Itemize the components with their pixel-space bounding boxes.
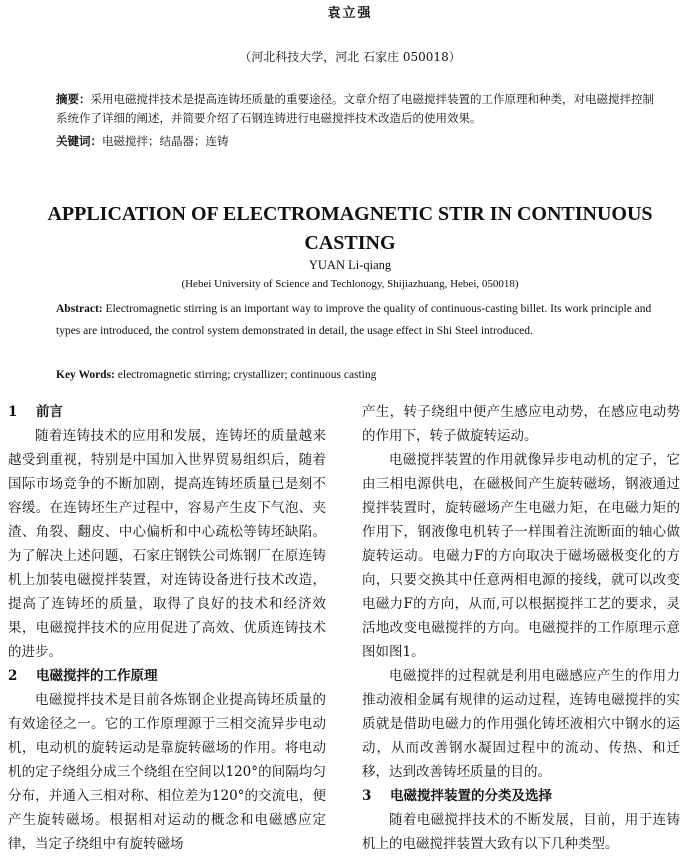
author-name-en: YUAN Li-qiang	[308, 258, 392, 272]
section-1-number: 1	[8, 404, 18, 420]
author-name-cn: 袁立强	[327, 6, 373, 21]
keywords-label-cn: 关键词：	[56, 134, 102, 148]
section-3-number: 3	[362, 788, 372, 804]
section-1-heading	[8, 400, 326, 424]
working-principle-paragraph: 电磁搅拌装置的作用就像异步电动机的定子，它由三相电源供电，在磁极间产生旋转磁场，钢液通过搅拌装置时，旋转磁场产生电磁力矩，在电磁力矩的作用下，钢液像电机转子一样围着注流断面的轴心做旋转运动。电磁力F的方向取决于磁场磁极变化的方向，只要交换其中任意两相电源的接线，就可以改变电磁力F的方向，从而,可以根据搅拌工艺的要求，灵活地改变电磁搅拌的方向。电磁搅拌的工作原理示意图如图1。	[362, 452, 680, 660]
continued-paragraph: 产生，转子绕组中便产生感应电动势，在感应电动势的作用下，转子做旋转运动。	[362, 404, 680, 444]
abstract-label-en: Abstract:	[56, 303, 103, 315]
affiliation-cn: （河北科技大学，河北 石家庄 050018）	[239, 50, 461, 64]
abstract-en	[56, 298, 656, 342]
section-1-paragraph: 随着连铸技术的应用和发展，连铸坯的质量越来越受到重视，特别是中国加入世界贸易组织后，随着国际市场竞争的不断加剧，提高连铸坯质量已是刻不容缓。在连铸坯生产过程中，容易产生皮下气泡、夹渣、角裂、翻皮、中心偏析和中心疏松等铸坯缺陷。为了解决上述问题，石家庄钢铁公司炼钢厂在原连铸机上加装电磁搅拌装置，对连铸设备进行技术改造，提高了连铸坯的质量，取得了良好的技术和经济效果，电磁搅拌技术的应用促进了高效、优质连铸技术的进步。	[8, 428, 326, 660]
section-1-title: 前言	[36, 404, 63, 420]
affiliation-en: (Hebei University of Science and Techlonogy, Shijiazhuang, Hebei, 050018)	[181, 278, 519, 290]
stirring-process-paragraph: 电磁搅拌的过程就是利用电磁感应产生的作用力推动液相金属有规律的运动过程，连铸电磁搅拌的实质就是借助电磁力的作用强化铸坯液相穴中钢水的运动，从而改善钢水凝固过程中的流动、传热、和迁移，达到改善铸坯质量的目的。	[362, 668, 680, 780]
keywords-text-en: electromagnetic stirring; crystallizer; continuous casting	[117, 369, 377, 381]
section-3-heading	[362, 784, 680, 808]
keywords-label-en: Key Words:	[56, 369, 115, 381]
section-2-heading	[8, 664, 326, 688]
right-column	[362, 400, 680, 856]
left-column	[8, 400, 326, 856]
section-3-title: 电磁搅拌装置的分类及选择	[390, 788, 552, 804]
keywords-text-cn: 电磁搅拌；结晶器；连铸	[102, 134, 229, 148]
section-3-paragraph: 随着电磁搅拌技术的不断发展，目前，用于连铸机上的电磁搅拌装置大致有以下几种类型。	[362, 812, 680, 852]
abstract-text-en: Electromagnetic stirring is an important way to improve the quality of continuous-casting billet. Its work principle and types are introduced, the control system demonstrated in detail, the usage effect in Shi Steel introduced.	[56, 303, 652, 337]
abstract-text-cn: 采用电磁搅拌技术是提高连铸坯质量的重要途径。文章介绍了电磁搅拌装置的工作原理和种类，对电磁搅拌控制系统作了详细的阐述，并简要介绍了石钢连铸进行电磁搅拌技术改造后的使用效果。	[56, 92, 654, 125]
section-2-paragraph: 电磁搅拌技术是目前各炼钢企业提高铸坯质量的有效途径之一。它的工作原理源于三相交流异步电动机，电动机的旋转运动是靠旋转磁场的作用。将电动机的定子绕组分成三个绕组在空间以120°的间隔均匀分布，并通入三相对称、相位差为120°的交流电，便产生旋转磁场。根据相对运动的概念和电磁感应定律，当定子绕组中有旋转磁场	[8, 692, 326, 852]
section-2-title: 电磁搅拌的工作原理	[36, 668, 158, 684]
section-2-number: 2	[8, 668, 18, 684]
keywords-cn	[56, 132, 656, 151]
abstract-cn	[56, 90, 656, 128]
keywords-en	[56, 364, 656, 386]
paper-title-en: APPLICATION OF ELECTROMAGNETIC STIR IN CONTINUOUS CASTING	[47, 203, 653, 254]
abstract-label-cn: 摘要：	[56, 92, 91, 106]
